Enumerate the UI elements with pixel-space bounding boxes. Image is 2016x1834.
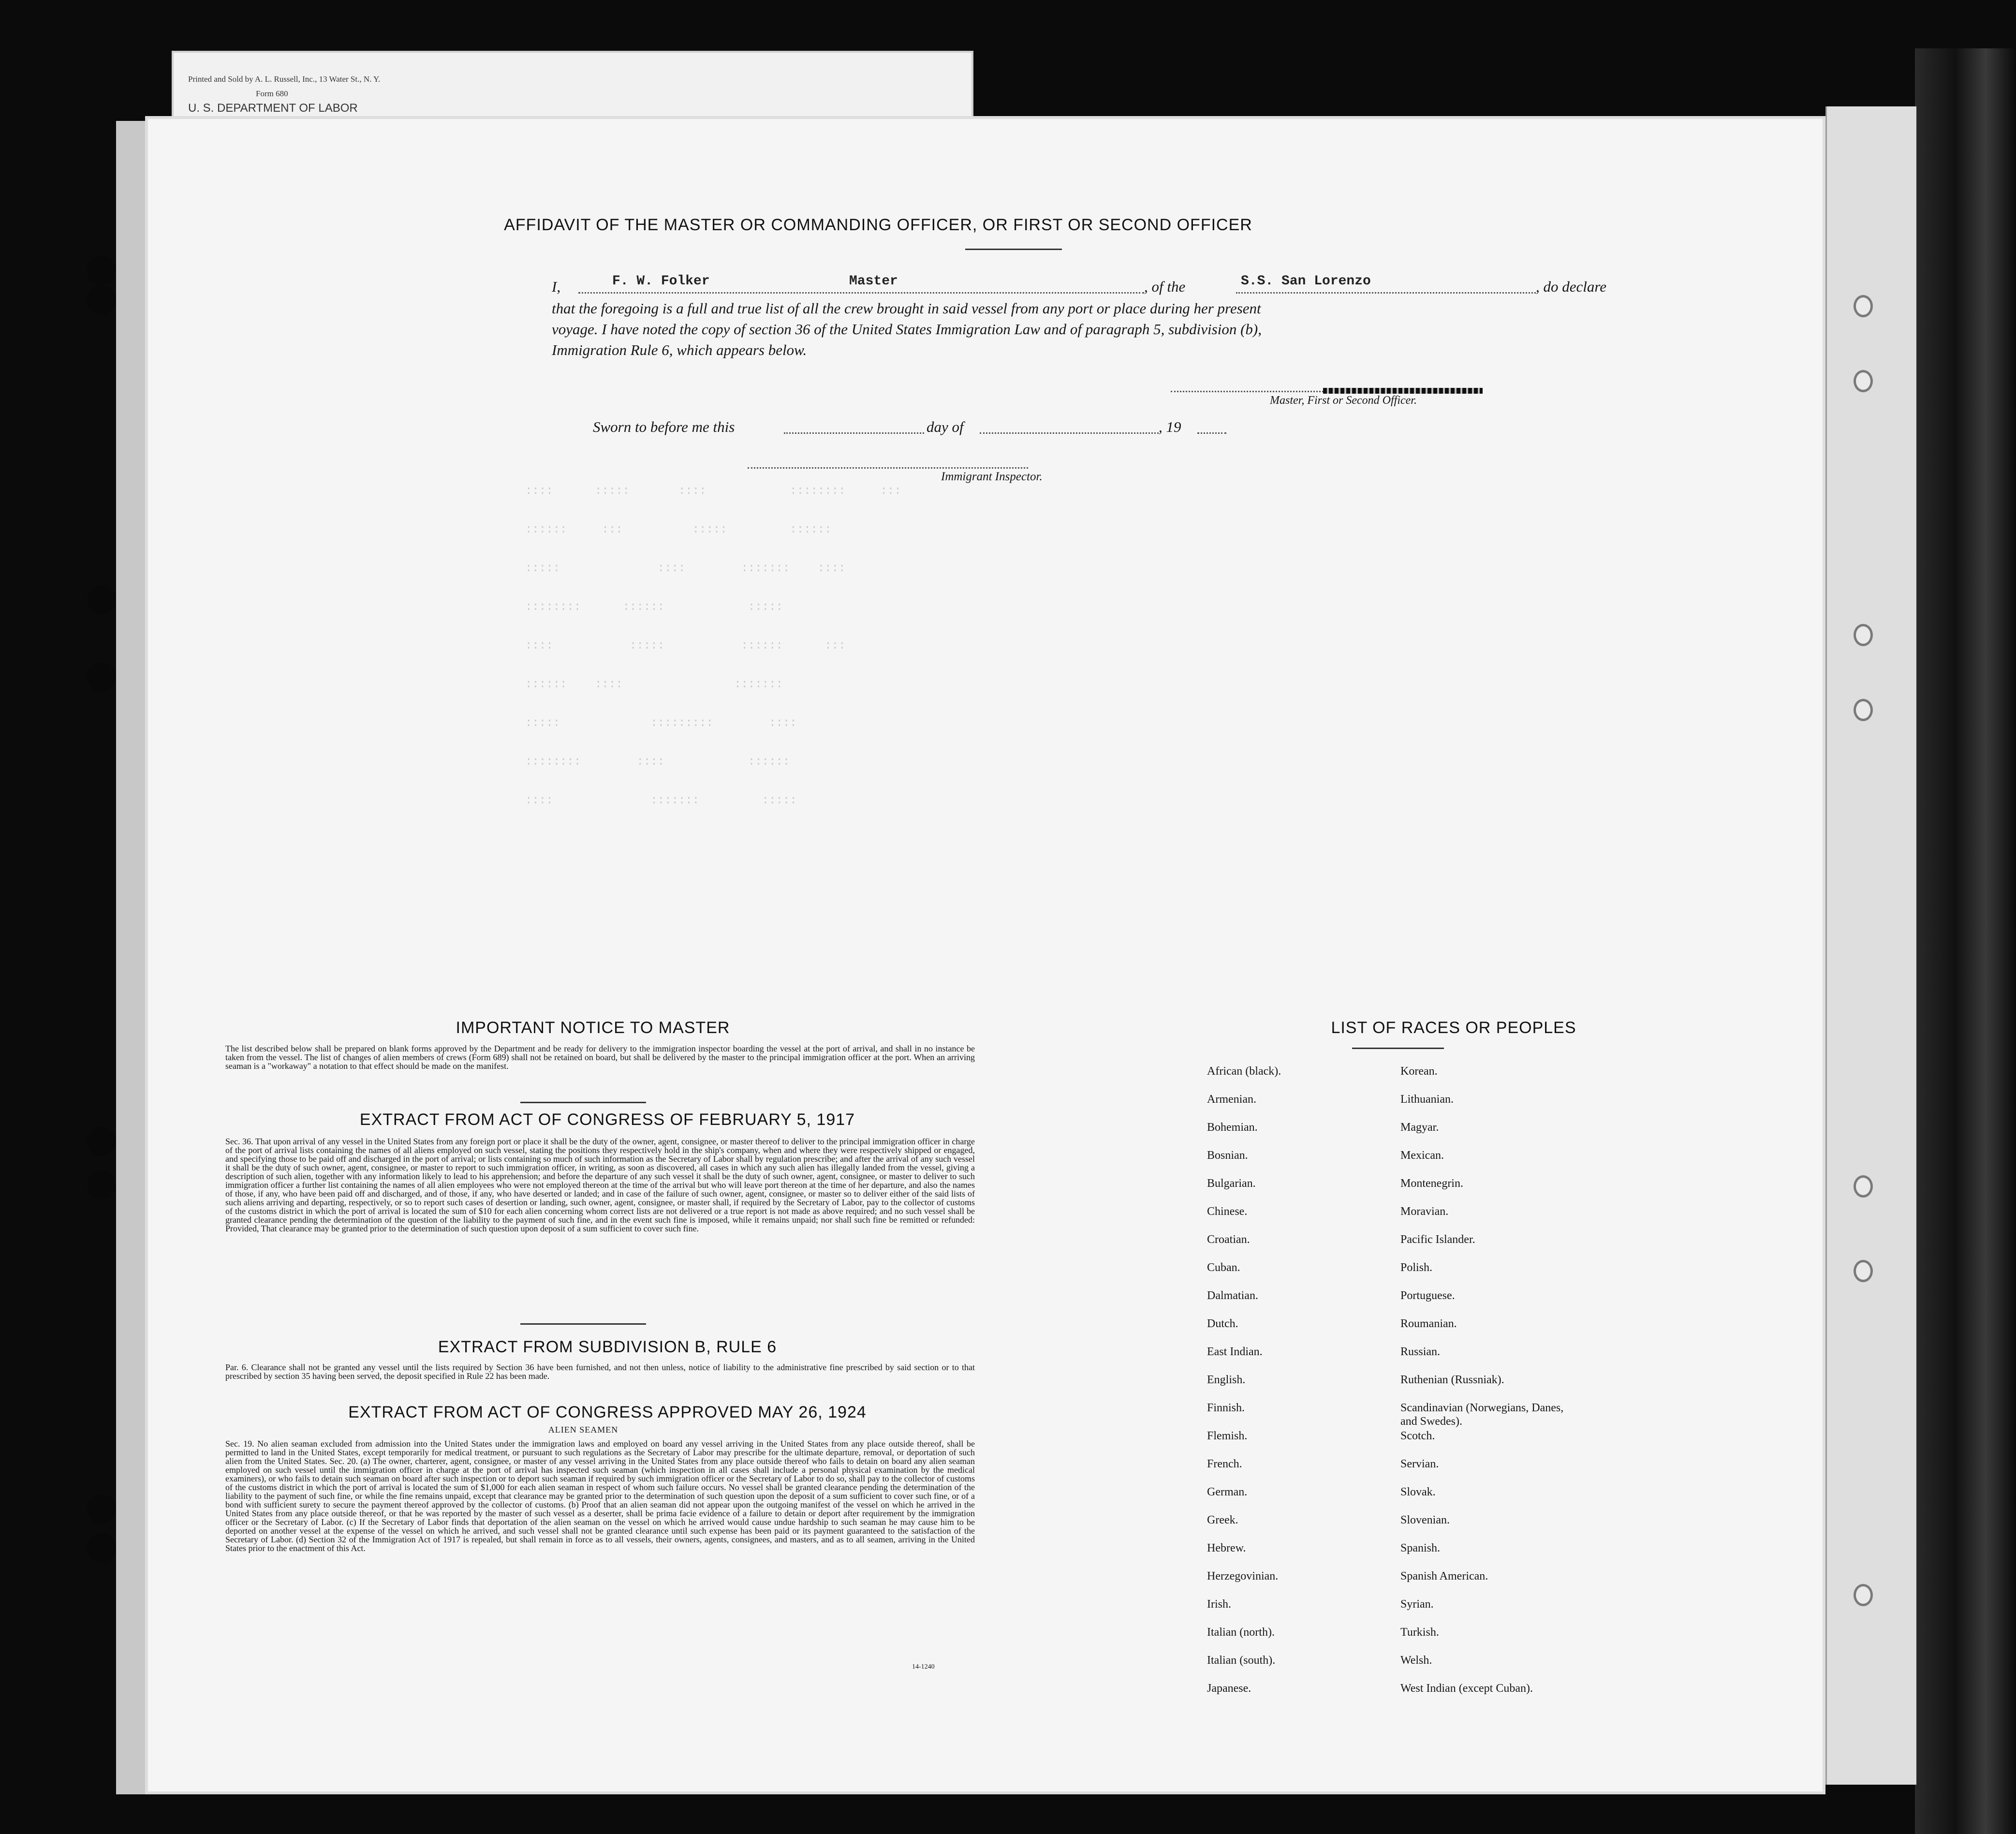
master-name: F. W. Folker [612,274,710,289]
race-item: West Indian (except Cuban). [1400,1682,1533,1695]
bleed-through-text: :::: ::::: :::: :::::::: ::: :::::: ::: ::::: :::::: ::::: :::: ::::::: :::: :::::::: :::::: ::::: :::: ::::: :::::: ::: :::::: :::: ::::::: ::::: ::::::::: :::: :::::::: :::: :::::: :::: ::::::: ::::: [525,485,901,807]
race-item: Montenegrin. [1400,1177,1463,1190]
punch-hole [87,285,116,314]
form-code: 14-1240 [912,1663,935,1671]
race-item: Hebrew. [1207,1542,1246,1554]
punch-hole [87,585,116,614]
extract-1917-body: Sec. 36. That upon arrival of any vessel in the United States from any foreign port or place it shall be the duty of the owner, agent, consignee, or master thereof to deliver to the principal immigration officer in charge of the port of arrival lists containing the names of all aliens employed on such vessel, stating the positions they respectively hold in the ship's company, when and where they were respectively shipped or engaged, and specifying those to be paid off and discharged in the port of arrival; or lists containing so much of such information as the Secretary of Labor shall by regulation prescribe; and after the arrival of any such vessel it shall be the duty of such owner, agent, consignee, or master to report to such immigration officer, in writing, as soon as discovered, all cases in which any such alien has illegally landed from the vessel, giving a description of such alien, together with any information likely to lead to his apprehension; and before the departure of any such vessel it shall be the duty of such owner, agent, consignee, or master to deliver to such immigration officer a further list containing the names of all alien employees who were not employed thereon at the time of the arrival but who will leave port thereon at the time of her departure, and also the names of those, if any, who have been paid off and discharged, and of those, if any, who have deserted or landed; and in case of the failure of such owner, agent, consignee, or master so to deliver either of the said lists of such aliens arriving and departing, respectively, or so to report such cases of desertion or landing, such owner, agent, consignee, or master shall, if required by the Secretary of Labor, pay to the collector of customs of the customs district in which the port of arrival is located the sum of $10 for each alien concerning whom correct lists are not delivered or a true report is not made as above required; and no such vessel shall be granted clearance pending the determination of the question of the liability to the payment of such fine, and in the event such fine is imposed, while it remains unpaid; nor shall such fine be remitted or refunded: Provided, That clearance may be granted prior to the determination of such question upon deposit of a sum sufficient to cover such fine. [225,1137,975,1233]
sworn-year-blank [1197,432,1226,434]
race-item: German. [1207,1486,1248,1498]
of-the-label: , of the [1144,278,1186,295]
race-item: Bohemian. [1207,1121,1258,1134]
name-blank [578,292,1144,294]
races-title: LIST OF RACES OR PEOPLES [1331,1019,1576,1037]
sworn-label: Sworn to before me this [593,418,735,435]
inspector-signature-line [748,467,1028,469]
race-item: Moravian. [1400,1205,1449,1218]
race-item: Syrian. [1400,1598,1434,1611]
race-item: Greek. [1207,1514,1238,1526]
binder-ring [1854,370,1873,392]
form-number: Form 680 [256,89,288,98]
year-label: , 19 [1159,418,1181,435]
binder-ring [1854,699,1873,721]
race-item: Dutch. [1207,1317,1238,1330]
punch-hole [87,1494,116,1523]
race-item: Welsh. [1400,1654,1432,1667]
race-item: Dalmatian. [1207,1289,1258,1302]
race-item: Roumanian. [1400,1317,1457,1330]
day-of-label: day of [927,418,964,435]
section-rule [520,1323,646,1325]
race-item: Scandinavian (Norwegians, Danes, and Swedes). [1400,1402,1564,1428]
race-item: Servian. [1400,1458,1439,1470]
printer-line: Printed and Sold by A. L. Russell, Inc., 13 Water St., N. Y. [188,74,381,84]
title-rule [965,249,1062,250]
affidavit-line-2: that the foregoing is a full and true list of all the crew brought in said vessel from any port or place during her present [552,300,1261,317]
race-item: Italian (south). [1207,1654,1276,1667]
race-item: African (black). [1207,1065,1281,1078]
race-item: Chinese. [1207,1205,1248,1218]
race-item: Irish. [1207,1598,1231,1611]
vessel-name: S.S. San Lorenzo [1241,274,1371,289]
race-item: Herzegovinian. [1207,1570,1279,1583]
punch-hole [87,1170,116,1199]
race-item: Turkish. [1400,1626,1439,1639]
extract-rule6-title: EXTRACT FROM SUBDIVISION B, RULE 6 [438,1338,777,1356]
binder-ring [1854,1260,1873,1282]
notice-body: The list described below shall be prepared on blank forms approved by the Department and be ready for delivery to the immigration inspector boarding the vessel at the port of arrival, and shall in no instance be taken from the vessel. The list of changes of alien members of crews (Form 689) shall not be retained on board, but shall be delivered by the master to the principal immigration officer at the port. When an arriving seaman is a "workaway" a notation to that effect should be made on the manifest. [225,1044,975,1071]
binder-strip [1825,106,1916,1785]
binder-ring [1854,1584,1873,1606]
race-item: Bosnian. [1207,1149,1248,1162]
declare-label: , do declare [1536,278,1607,295]
race-item: Spanish American. [1400,1570,1488,1583]
races-rule [1352,1048,1444,1049]
race-item: French. [1207,1458,1242,1470]
section-rule [520,1102,646,1103]
affidavit-title: AFFIDAVIT OF THE MASTER OR COMMANDING OFFICER, OR FIRST OR SECOND OFFICER [504,216,1252,234]
extract-1924-body: Sec. 19. No alien seaman excluded from admission into the United States under the immigration laws and employed on board any vessel arriving in the United States from any place outside thereof, shall be permitted to land in the United States, except temporarily for medical treatment, or pursuant to such regulations as the Secretary of Labor may prescribe for the ultimate departure, removal, or deportation of such alien from the United States. Sec. 20. (a) The owner, charterer, agent, consignee, or master of any vessel arriving in the United States from any place outside thereof who fails to detain on board any alien seaman employed on such vessel until the immigration officer in charge at the port of arrival has inspected such seaman (which inspection in all cases shall include a personal physical examination by the medical examiners), or who fails to detain such seaman on board after such inspection or to deport such seaman if required by such immigration officer or the Secretary of Labor to do so, shall pay to the collector of customs of the customs district in which the port of arrival is located the sum of $1,000 for each alien seaman in respect of whom such failure occurs. No vessel shall be granted clearance pending the determination of the liability to the payment of such fine, or while the fine remains unpaid, except that clearance may be granted prior to the determination of such question upon the deposit of a sum sufficient to cover such fine, or of a bond with sufficient surety to secure the payment thereof approved by the collector of customs. (b) Proof that an alien seaman did not appear upon the outgoing manifest of the vessel on which he arrived in the United States from any place outside thereof, or that he was reported by the master of such vessel as a deserter, shall be prima facie evidence of a failure to detain or deport after requirement by the immigration officer or the Secretary of Labor. (c) If the Secretary of Labor finds that deportation of the alien seaman on the vessel on which he arrived would cause undue hardship to such seaman he may cause him to be deported on another vessel at the expense of the vessel on which he arrived, and such vessel shall not be granted clearance until such expense has been paid or its payment guaranteed to the satisfaction of the Secretary of Labor. (d) Section 32 of the Immigration Act of 1917 is repealed, but shall remain in force as to all vessels, their owners, agents, consignees, and masters, and as to all seamen, arriving in the United States prior to the enactment of this Act. [225,1439,975,1553]
master-rank: Master [849,274,898,289]
race-item: Korean. [1400,1065,1438,1078]
race-item: Bulgarian. [1207,1177,1256,1190]
race-item: Mexican. [1400,1149,1444,1162]
race-item: Ruthenian (Russniak). [1400,1374,1504,1386]
scanner-dark-edge [1915,48,2016,1834]
signature-caption: Master, First or Second Officer. [1270,394,1417,407]
race-item: Russian. [1400,1346,1441,1358]
extract-1924-title: EXTRACT FROM ACT OF CONGRESS APPROVED MAY 26, 1924 [348,1403,867,1421]
binder-ring [1854,295,1873,317]
affidavit-line-4: Immigration Rule 6, which appears below. [552,341,807,358]
race-item: Slovak. [1400,1486,1436,1498]
vessel-blank [1236,292,1536,294]
binder-ring [1854,624,1873,646]
extract-1917-title: EXTRACT FROM ACT OF CONGRESS OF FEBRUARY 5, 1917 [359,1110,855,1129]
sworn-day-blank [784,432,924,434]
race-item: Japanese. [1207,1682,1251,1695]
department-line: U. S. DEPARTMENT OF LABOR [188,102,358,115]
race-item: Portuguese. [1400,1289,1455,1302]
race-item: Italian (north). [1207,1626,1275,1639]
punch-hole [87,1127,116,1156]
race-item: Finnish. [1207,1402,1245,1414]
sworn-month-blank [980,432,1159,434]
race-item: English. [1207,1374,1246,1386]
notice-title: IMPORTANT NOTICE TO MASTER [456,1019,730,1037]
extract-1924-subtitle: ALIEN SEAMEN [548,1425,618,1435]
punch-hole [87,1533,116,1562]
race-item: Croatian. [1207,1233,1250,1246]
race-item: Pacific Islander. [1400,1233,1475,1246]
race-item: Flemish. [1207,1430,1248,1442]
race-item: Spanish. [1400,1542,1441,1554]
underlying-page-strip [116,121,145,1794]
race-item: Scotch. [1400,1430,1435,1442]
race-item: Polish. [1400,1261,1433,1274]
punch-hole [87,663,116,692]
inspector-caption: Immigrant Inspector. [941,470,1043,483]
affidavit-page [145,116,1825,1794]
punch-hole [87,256,116,285]
affidavit-i-label: I, [552,278,561,295]
race-item: Magyar. [1400,1121,1439,1134]
binder-ring [1854,1175,1873,1198]
extract-rule6-body: Par. 6. Clearance shall not be granted any vessel until the lists required by Section 36 have been furnished, and not then unless, notice of liability to the administrative fine prescribed by said section or to that prescribed by section 35 having been served, the deposit specified in Rule 22 has been made. [225,1362,975,1381]
race-item: Slovenian. [1400,1514,1450,1526]
race-item: Armenian. [1207,1093,1256,1106]
race-item: Lithuanian. [1400,1093,1454,1106]
race-item: East Indian. [1207,1346,1263,1358]
affidavit-line-3: voyage. I have noted the copy of section 36 of the United States Immigration Law and of paragraph 5, subdivision (b), [552,321,1262,338]
race-item: Cuban. [1207,1261,1240,1274]
